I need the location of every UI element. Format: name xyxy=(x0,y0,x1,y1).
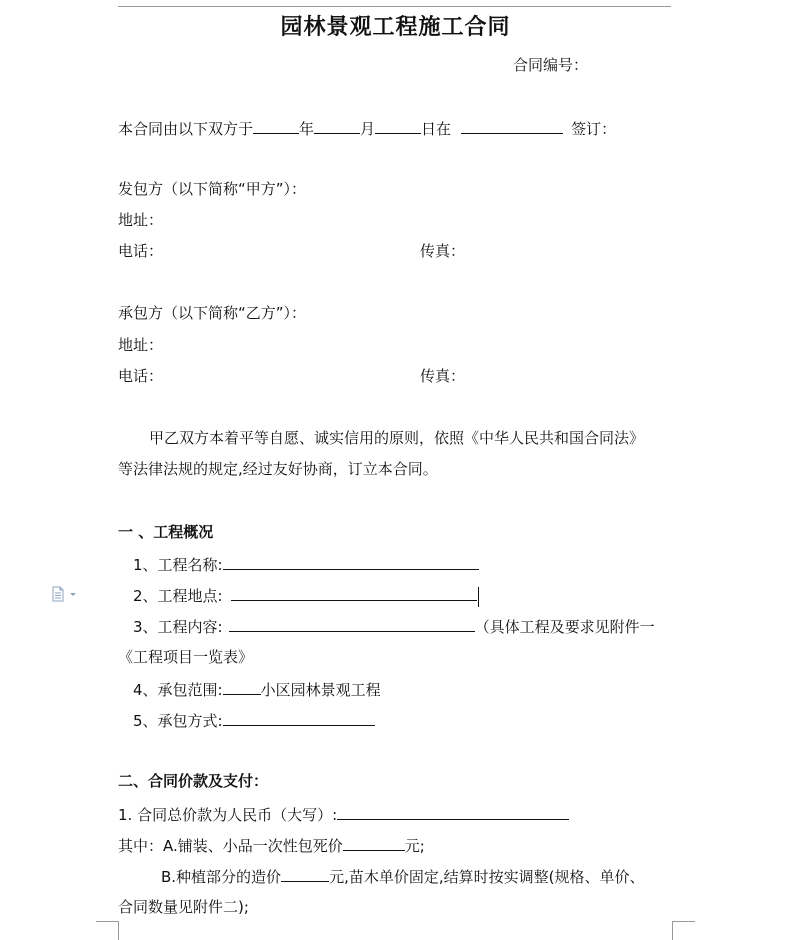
project-content-label: 3、工程内容: xyxy=(133,618,223,636)
total-price-blank[interactable] xyxy=(337,803,569,820)
scope-value: 小区园林景观工程 xyxy=(260,681,381,699)
section-1-item-4 xyxy=(133,678,381,700)
party-a-phone: 电话： xyxy=(118,242,164,260)
scope-label: 4、承包范围: xyxy=(133,681,223,699)
party-a-heading: 发包方（以下简称“甲方”）： xyxy=(118,180,307,198)
page-corner-mark-right xyxy=(672,921,695,940)
document-icon-graphic xyxy=(52,586,78,602)
signing-month: 月 xyxy=(360,120,376,138)
party-b-address: 地址： xyxy=(118,336,164,354)
text-cursor xyxy=(478,587,479,607)
section-1-item-3 xyxy=(133,615,655,637)
signing-day-at: 日在 xyxy=(421,120,452,138)
signing-year: 年 xyxy=(299,120,315,138)
planting-price-blank[interactable] xyxy=(281,865,329,882)
party-b-heading: 承包方（以下简称“乙方”）： xyxy=(118,304,307,322)
party-b-fax: 传真： xyxy=(420,367,466,385)
preamble-line-2: 等法律法规的规定,经过友好协商，订立本合同。 xyxy=(118,460,438,478)
planting-price-note: 元,苗木单价固定,结算时按实调整(规格、单价、 xyxy=(329,868,645,886)
paving-price-label: 其中：A.铺装、小品一次性包死价 xyxy=(118,837,343,855)
project-content-note: （具体工程及要求见附件一 xyxy=(474,618,655,636)
year-blank[interactable] xyxy=(253,117,299,134)
place-blank[interactable] xyxy=(461,117,563,134)
section-1-item-2 xyxy=(133,584,479,607)
page-corner-mark-left xyxy=(96,921,119,940)
section-1-item-1 xyxy=(133,553,479,575)
chevron-down-icon xyxy=(70,593,76,596)
party-b-phone: 电话： xyxy=(118,367,164,385)
project-name-label: 1、工程名称: xyxy=(133,556,223,574)
section-2-line-b xyxy=(161,865,644,887)
section-2-line-b-continued: 合同数量见附件二); xyxy=(118,898,249,916)
paving-price-unit: 元; xyxy=(404,837,425,855)
contract-title: 园林景观工程施工合同 xyxy=(280,14,511,40)
section-2-line-a xyxy=(118,834,425,856)
party-a-fax: 传真： xyxy=(420,242,466,260)
section-2-item-1 xyxy=(118,803,569,825)
total-price-label: 1. 合同总价款为人民币（大写）: xyxy=(118,806,338,824)
contract-method-blank[interactable] xyxy=(223,709,375,726)
document-icon[interactable] xyxy=(52,586,78,602)
contract-method-label: 5、承包方式: xyxy=(133,712,223,730)
paving-price-blank[interactable] xyxy=(343,834,405,851)
signing-line xyxy=(118,117,616,139)
section-1-heading: 一 、工程概况 xyxy=(118,523,214,541)
section-1-item-3-continued: 《工程项目一览表》 xyxy=(118,648,254,666)
scope-blank[interactable] xyxy=(223,678,261,695)
day-blank[interactable] xyxy=(375,117,421,134)
party-a-address: 地址： xyxy=(118,211,164,229)
month-blank[interactable] xyxy=(314,117,360,134)
project-name-blank[interactable] xyxy=(223,553,479,570)
section-2-heading: 二、合同价款及支付： xyxy=(118,772,269,790)
header-rule xyxy=(118,6,671,7)
section-1-item-5 xyxy=(133,709,375,731)
contract-number-label: 合同编号： xyxy=(513,56,589,74)
preamble-line-1: 甲乙双方本着平等自愿、诚实信用的原则，依照《中华人民共和国合同法》 xyxy=(149,429,645,447)
project-content-blank[interactable] xyxy=(229,615,475,632)
project-location-blank[interactable] xyxy=(231,584,477,601)
signing-suffix: 签订： xyxy=(571,120,617,138)
planting-price-label: B.种植部分的造价 xyxy=(161,868,282,886)
signing-prefix: 本合同由以下双方于 xyxy=(118,120,254,138)
project-location-label: 2、工程地点: xyxy=(133,587,223,605)
